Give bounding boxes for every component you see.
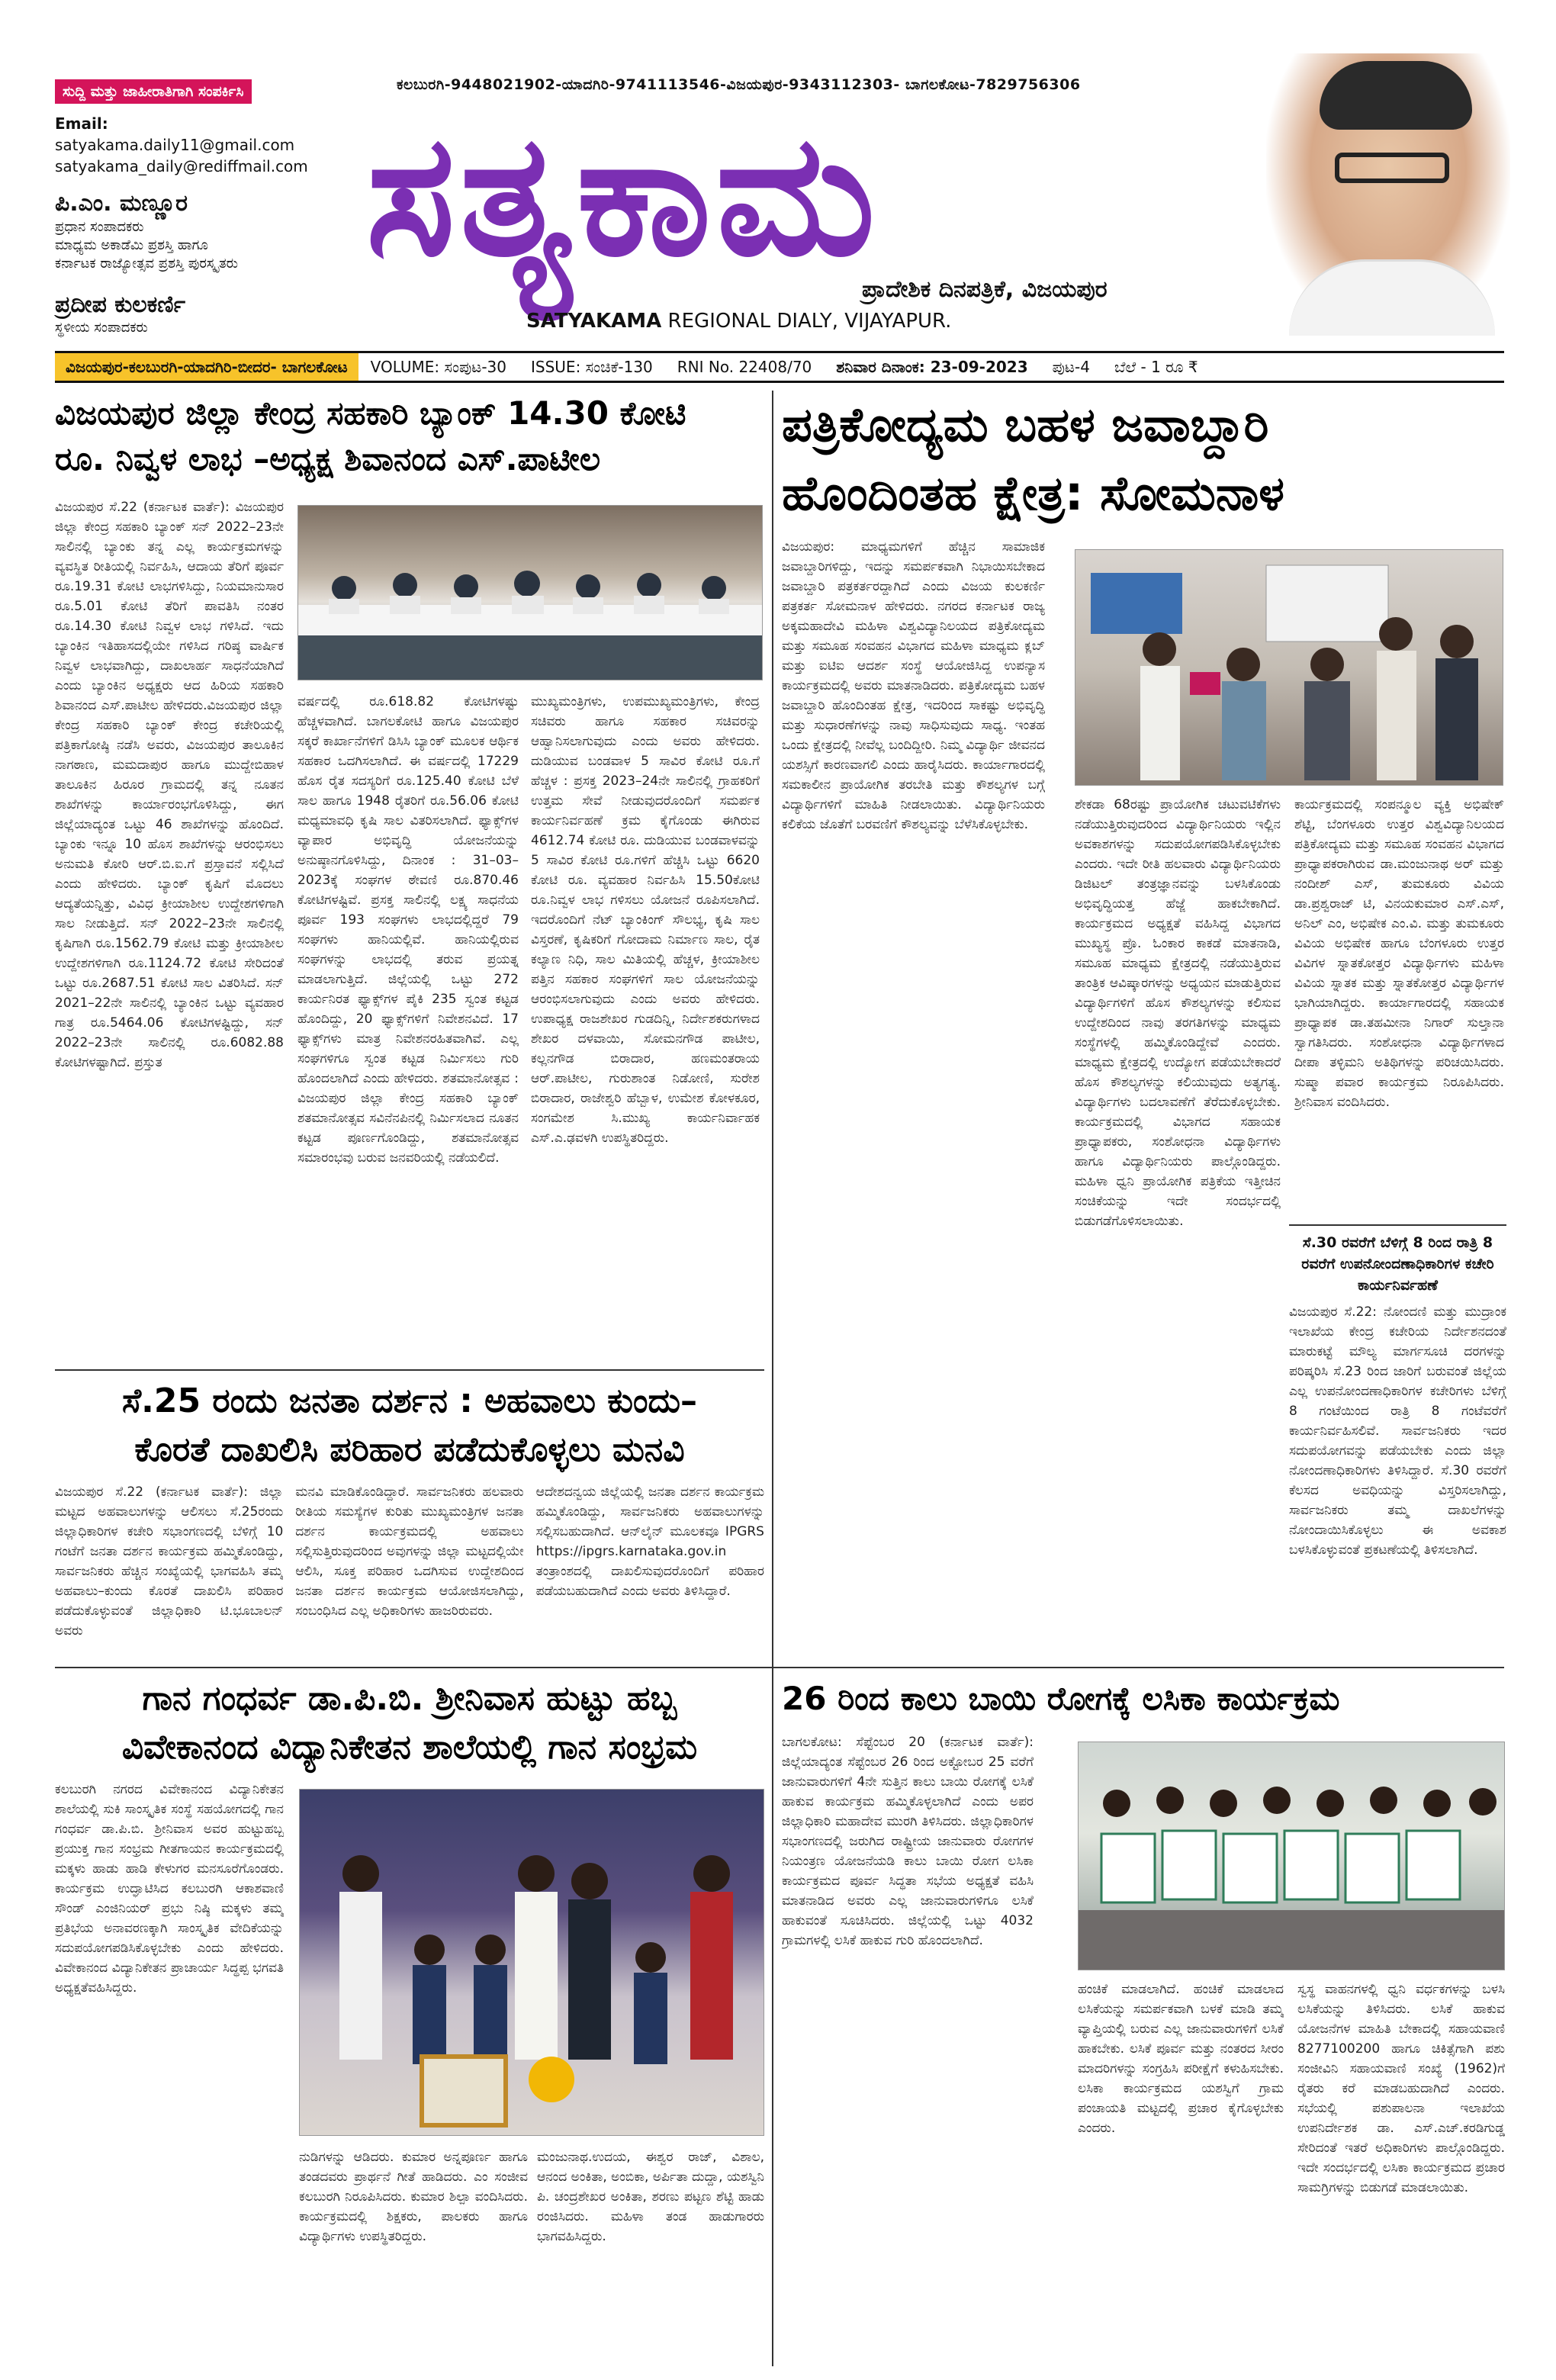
article-column: ನುಡಿಗಳನ್ನು ಆಡಿದರು. ಕುಮಾರ ಅನ್ನಪೂರ್ಣ ಹಾಗೂ ತಂಡದವರು ಪ್ರಾರ್ಥನೆ ಗೀತೆ ಹಾಡಿದರು. ಎಂ ಸಂಜೀವ ಕಲಬುರಗಿ ನಿರೂಪಿಸಿದರು. ಕುಮಾರ ಶಿಲ್ಪಾ ವಂದಿಸಿದರು. ಕಾರ್ಯಕ್ರಮದಲ್ಲಿ ಶಿಕ್ಷಕರು, ಪಾಲಕರು ಹಾಗೂ ವಿದ್ಯಾರ್ಥಿಗಳು ಉಪಸ್ಥಿತರಿದ್ದರು. <box>299 2150 528 2244</box>
chief-editor <box>55 189 345 273</box>
issue-info-bar <box>55 351 1504 383</box>
article-column: ವಿಜಯಪುರ ಸೆ.22 (ಕರ್ನಾಟಕ ವಾರ್ತೆ): ಜಿಲ್ಲಾ ಮಟ್ಟದ ಅಹವಾಲುಗಳನ್ನು ಆಲಿಸಲು ಸೆ.25ರಂದು ಜಿಲ್ಲಾಧಿಕಾರಿಗಳ ಕಚೇರಿ ಸಭಾಂಗಣದಲ್ಲಿ ಬೆಳಿಗ್ಗೆ 10 ಗಂಟೆಗೆ ಜನತಾ ದರ್ಶನ ಕಾರ್ಯಕ್ರಮ ಹಮ್ಮಿಕೊಂಡಿದ್ದು, ಸಾರ್ವಜನಿಕರು ಹೆಚ್ಚಿನ ಸಂಖ್ಯೆಯಲ್ಲಿ ಭಾಗವಹಿಸಿ ತಮ್ಮ ಅಹವಾಲು–ಕುಂದು ಕೊರತೆ ದಾಖಲಿಸಿ ಪರಿಹಾರ ಪಡೆದುಕೊಳ್ಳುವಂತೆ ಜಿಲ್ಲಾಧಿಕಾರಿ ಟಿ.ಭೂಬಾಲನ್ ಅವರು <box>55 1484 284 1639</box>
music-event-photo-art <box>300 1790 764 2136</box>
headline-line-2: ವಿವೇಕಾನಂದ ವಿದ್ಯಾನಿಕೇತನ ಶಾಲೆಯಲ್ಲಿ ಗಾನ ಸಂಭ್ರಮ <box>121 1728 698 1767</box>
article-column: ಶೇಕಡಾ 68ರಷ್ಟು ಪ್ರಾಯೋಗಿಕ ಚಟುವಟಿಕೆಗಳು ನಡೆಯುತ್ತಿರುವುದರಿಂದ ವಿದ್ಯಾರ್ಥಿನಿಯರು ಇಲ್ಲಿನ ಅವಕಾಶಗಳನ್ನು ಸದುಪಯೋಗಪಡಿಸಿಕೊಳ್ಳಬೇಕು ಎಂದರು. ಇದೇ ರೀತಿ ಹಲವಾರು ವಿದ್ಯಾರ್ಥಿನಿಯರು ಡಿಜಿಟಲ್ ತಂತ್ರಜ್ಞಾನವನ್ನು ಬಳಸಿಕೊಂಡು ಅಭಿವೃದ್ಧಿಯತ್ತ ಹೆಜ್ಜೆ ಹಾಕಬೇಕಾಗಿದೆ. ಕಾರ್ಯಕ್ರಮದ ಅಧ್ಯಕ್ಷತೆ ವಹಿಸಿದ್ದ ವಿಭಾಗದ ಮುಖ್ಯಸ್ಥ ಪ್ರೊ. ಓಂಕಾರ ಕಾಕಡೆ ಮಾತನಾಡಿ, ಸಮೂಹ ಮಾಧ್ಯಮ ಕ್ಷೇತ್ರದಲ್ಲಿ ನಡೆಯುತ್ತಿರುವ ತಾಂತ್ರಿಕ ಆವಿಷ್ಕಾರಗಳನ್ನು ಅಧ್ಯಯನ ಮಾಡುತ್ತಿರುವ ವಿದ್ಯಾರ್ಥಿಗಳಿಗೆ ಹೊಸ ಕೌಶಲ್ಯಗಳನ್ನು ಕಲಿಸುವ ಉದ್ದೇಶದಿಂದ ನಾವು ತರಗತಿಗಳನ್ನು ಮಾಧ್ಯಮ ಸಂಸ್ಥೆಗಳಲ್ಲಿ ಹಮ್ಮಿಕೊಂಡಿದ್ದೇವೆ ಎಂದರು. ಮಾಧ್ಯಮ ಕ್ಷೇತ್ರದಲ್ಲಿ ಉದ್ಯೋಗ ಪಡೆಯಬೇಕಾದರೆ ಹೊಸ ಕೌಶಲ್ಯಗಳನ್ನು ಕಲಿಯುವುದು ಅತ್ಯಗತ್ಯ. ವಿದ್ಯಾರ್ಥಿಗಳು ಬದಲಾವಣೆಗೆ ತೆರೆದುಕೊಳ್ಳಬೇಕು. ಕಾರ್ಯಕ್ರಮದಲ್ಲಿ ವಿಭಾಗದ ಸಹಾಯಕ ಪ್ರಾಧ್ಯಾಪಕರು, ಸಂಶೋಧನಾ ವಿದ್ಯಾರ್ಥಿಗಳು ಹಾಗೂ ವಿದ್ಯಾರ್ಥಿನಿಯರು ಪಾಲ್ಗೊಂಡಿದ್ದರು. ಮಹಿಳಾ ಧ್ವನಿ ಪ್ರಾಯೋಗಿಕ ಪತ್ರಿಕೆಯ ಇತ್ತೀಚಿನ ಸಂಚಿಕೆಯನ್ನು ಇದೇ ಸಂದರ್ಭದಲ್ಲಿ ಬಿಡುಗಡೆಗೊಳಿಸಲಾಯಿತು. <box>1075 797 1281 1229</box>
column-divider <box>772 391 773 2366</box>
article-music-festival <box>55 1674 764 2369</box>
box-top-rule <box>1289 1224 1506 1226</box>
email-block <box>55 113 308 177</box>
article-column: ವರ್ಷದಲ್ಲಿ ರೂ.618.82 ಕೋಟಿಗಳಷ್ಟು ಹೆಚ್ಚಳವಾಗಿದೆ. ಬಾಗಲಕೋಟಿ ಹಾಗೂ ವಿಜಯಪುರ ಸಕ್ಕರೆ ಕಾರ್ಖಾನೆಗಳಿಗೆ ಡಿಸಿಸಿ ಬ್ಯಾಂಕ್ ಮೂಲಕ ಆರ್ಥಿಕ ಸಹಕಾರ ಒದಗಿಸಲಾಗಿದೆ. ಈ ವರ್ಷದಲ್ಲಿ 17229 ಹೊಸ ರೈತ ಸದಸ್ಯರಿಗೆ ರೂ.125.40 ಕೋಟಿ ಬೆಳೆ ಸಾಲ ಹಾಗೂ 1948 ರೈತರಿಗೆ ರೂ.56.06 ಕೋಟಿ ಮಧ್ಯಮಾವಧಿ ಕೃಷಿ ಸಾಲ ವಿತರಿಸಲಾಗಿದೆ. ಫ್ಯಾಕ್ಸ್‌ಗಳ ವ್ಯಾಪಾರ ಅಭಿವೃದ್ಧಿ ಯೋಜನೆಯನ್ನು ಅನುಷ್ಠಾನಗೊಳಿಸಿದ್ದು, ದಿನಾಂಕ : 31–03–2023ಕ್ಕೆ ಸಂಘಗಳ ಠೇವಣಿ ರೂ.870.46 ಕೋಟಿಗಳಷ್ಟಿವೆ. ಪ್ರಸಕ್ತ ಸಾಲಿನಲ್ಲಿ ಲಕ್ಷ್ಯ ಸಾಧನೆಯ ಪೂರ್ವ 193 ಸಂಘಗಳು ಲಾಭದಲ್ಲಿದ್ದರೆ 79 ಸಂಘಗಳು ಹಾನಿಯಲ್ಲಿವೆ. ಹಾನಿಯಲ್ಲಿರುವ ಸಂಘಗಳನ್ನು ಲಾಭದಲ್ಲಿ ತರುವ ಪ್ರಯತ್ನ ಮಾಡಲಾಗುತ್ತಿದೆ. ಜಿಲ್ಲೆಯಲ್ಲಿ ಒಟ್ಟು 272 ಕಾರ್ಯನಿರತ ಫ್ಯಾಕ್ಸ್‌ಗಳ ಪೈಕಿ 235 ಸ್ವಂತ ಕಟ್ಟಡ ಹೊಂದಿದ್ದು, 20 ಫ್ಯಾಕ್ಸ್‌ಗಳಿಗೆ ನಿವೇಶನವಿದೆ. 17 ಫ್ಯಾಕ್ಸ್‌ಗಳು ಮಾತ್ರ ನಿವೇಶನರಹಿತವಾಗಿವೆ. ಎಲ್ಲ ಸಂಘಗಳಿಗೂ ಸ್ವಂತ ಕಟ್ಟಡ ನಿರ್ಮಿಸಲು ಗುರಿ ಹೊಂದಲಾಗಿದೆ ಎಂದು ಹೇಳಿದರು. ಶತಮಾನೋತ್ಸವ : ವಿಜಯಪುರ ಜಿಲ್ಲಾ ಕೇಂದ್ರ ಸಹಕಾರಿ ಬ್ಯಾಂಕ್ ಶತಮಾನೋತ್ಸವ ಸವಿನೆನಪಿನಲ್ಲಿ ನಿರ್ಮಿಸಲಾದ ನೂತನ ಕಟ್ಟಡ ಪೂರ್ಣಗೊಂಡಿದ್ದು, ಶತಮಾನೋತ್ಸವ ಸಮಾರಂಭವು ಬರುವ ಜನವರಿಯಲ್ಲಿ ನಡೆಯಲಿದೆ. <box>297 694 519 1166</box>
headline-line-1: ಪತ್ರಿಕೋದ್ಯಮ ಬಹಳ ಜವಾಬ್ದಾರಿ <box>782 397 1269 452</box>
meeting-photo <box>297 505 763 680</box>
article-column: ಕಾರ್ಯಕ್ರಮದಲ್ಲಿ ಸಂಪನ್ಮೂಲ ವ್ಯಕ್ತಿ ಅಭಿಷೇಕ್ ಶೆಟ್ಟಿ, ಬೆಂಗಳೂರು ಉತ್ತರ ವಿಶ್ವವಿದ್ಯಾನಿಲಯದ ಪತ್ರಿಕೋದ್ಯಮ ಮತ್ತು ಸಮೂಹ ಸಂವಹನ ವಿಭಾಗದ ಪ್ರಾಧ್ಯಾಪಕರಾಗಿರುವ ಡಾ.ಮಂಜುನಾಥ ಅರ್ ಮತ್ತು ನಂದೀಶ್ ಎಸ್, ತುಮಕೂರು ವಿವಿಯ ಡಾ.ಪ್ರಶ್ವರಾಜ್ ಟಿ, ವಿನಯಕುಮಾರ ಎಸ್.ಎಸ್, ಅನಿಲ್ ಎಂ, ಅಭಿಷೇಕ ಎಂ.ವಿ. ಮತ್ತು ತುಮಕೂರು ವಿವಿಯ ಅಭಿಷೇಕ ಹಾಗೂ ಬೆಂಗಳೂರು ಉತ್ತರ ವಿವಿಗಳ ಸ್ನಾತಕೋತ್ತರ ವಿದ್ಯಾರ್ಥಿಗಳು ಮಹಿಳಾ ವಿವಿಯ ಸ್ನಾತಕ ಮತ್ತು ಸ್ನಾತಕೋತ್ತರ ವಿದ್ಯಾರ್ಥಿಗಳ ಭಾಗಿಯಾಗಿದ್ದರು. ಕಾರ್ಯಾಗಾರದಲ್ಲಿ ಸಹಾಯಕ ಪ್ರಾಧ್ಯಾಪಕ ಡಾ.ತಹಮೀನಾ ನಿಗಾರ್ ಸುಲ್ತಾನಾ ಸ್ವಾಗತಿಸಿದರು. ಸಂಶೋಧನಾ ವಿದ್ಯಾರ್ಥಿಗಳಾದ ದೀಪಾ ತಳ್ಳಿಮನಿ ಅತಿಥಿಗಳನ್ನು ಪರಿಚಯಿಸಿದರು. ಸುಷ್ಮಾ ಪವಾರ ಕಾರ್ಯಕ್ರಮ ನಿರೂಪಿಸಿದರು. ಶ್ರೀನಿವಾಸ ವಂದಿಸಿದರು. <box>1294 797 1504 1110</box>
vaccination-launch-photo <box>1078 1742 1505 1970</box>
local-editor-name: ಪ್ರದೀಪ ಕುಲಕರ್ಣಿ <box>55 291 186 318</box>
rni-number: RNI No. 22408/70 <box>677 358 812 376</box>
headline-line-2: ಕೊರತೆ ದಾಖಲಿಸಿ ಪರಿಹಾರ ಪಡೆದುಕೊಳ್ಳಲು ಮನವಿ <box>134 1430 685 1469</box>
article-column: ಹಂಚಿಕೆ ಮಾಡಲಾಗಿದೆ. ಹಂಚಿಕೆ ಮಾಡಲಾದ ಲಸಿಕೆಯನ್ನು ಸಮರ್ಪಕವಾಗಿ ಬಳಕೆ ಮಾಡಿ ತಮ್ಮ ವ್ಯಾಪ್ತಿಯಲ್ಲಿ ಬರುವ ಎಲ್ಲ ಜಾನುವಾರುಗಳಿಗೆ ಲಸಿಕೆ ಹಾಕಬೇಕು. ಲಸಿಕೆ ಪೂರ್ವ ಮತ್ತು ನಂತರದ ಸೀರಂ ಮಾದರಿಗಳನ್ನು ಸಂಗ್ರಹಿಸಿ ಪರೀಕ್ಷೆಗೆ ಕಳುಹಿಸಬೇಕು. ಲಸಿಕಾ ಕಾರ್ಯಕ್ರಮದ ಯಶಸ್ವಿಗೆ ಗ್ರಾಮ ಪಂಚಾಯತಿ ಮಟ್ಟದಲ್ಲಿ ಪ್ರಚಾರ ಕೈಗೊಳ್ಳಬೇಕು ಎಂದರು. <box>1078 1982 1284 2136</box>
headline-line-1: ಸೆ.25 ರಂದು ಜನತಾ ದರ್ಶನ : ಅಹವಾಲು ಕುಂದು– <box>122 1381 697 1420</box>
article-janata-darshan <box>55 1377 764 1659</box>
editor-portrait <box>1266 53 1510 336</box>
email-2[interactable]: satyakama_daily@rediffmail.com <box>55 157 308 175</box>
tagline-english <box>526 310 951 333</box>
article-column: ವಿಜಯಪುರ ಸೆ.22 (ಕರ್ನಾಟಕ ವಾರ್ತೆ): ವಿಜಯಪುರ ಜಿಲ್ಲಾ ಕೇಂದ್ರ ಸಹಕಾರಿ ಬ್ಯಾಂಕ್ ಸನ್ 2022–23ನೇ ಸಾಲಿನಲ್ಲಿ ಬ್ಯಾಂಕು ತನ್ನ ಎಲ್ಲ ಕಾರ್ಯಕ್ರಮಗಳನ್ನು ವ್ಯವಸ್ಥಿತ ರೀತಿಯಲ್ಲಿ ನಿರ್ವಹಿಸಿ, ಆದಾಯ ತೆರಿಗೆ ಪೂರ್ವ ರೂ.19.31 ಕೋಟಿ ಲಾಭಗಳಿಸಿದ್ದು, ನಿಯಮಾನುಸಾರ ರೂ.5.01 ಕೋಟಿ ತೆರಿಗೆ ಪಾವತಿಸಿ ನಂತರ ರೂ.14.30 ಕೋಟಿ ನಿವ್ವಳ ಲಾಭ ಗಳಿಸಿದೆ. ಇದು ಬ್ಯಾಂಕಿನ ಇತಿಹಾಸದಲ್ಲಿಯೇ ಗಳಿಸಿದ ಗರಿಷ್ಠ ವಾರ್ಷಿಕ ನಿವ್ವಳ ಲಾಭವಾಗಿದ್ದು, ದಾಖಲಾರ್ಹ ಸಾಧನೆಯಾಗಿದೆ ಎಂದು ಬ್ಯಾಂಕಿನ ಅಧ್ಯಕ್ಷರು ಆದ ಹಿರಿಯ ಸಹಕಾರಿ ಶಿವಾನಂದ ಎಸ್.ಪಾಟೀಲ ಹೇಳಿದರು.ವಿಜಯಪುರ ಜಿಲ್ಲಾ ಕೇಂದ್ರ ಸಹಕಾರಿ ಬ್ಯಾಂಕ್ ಕೇಂದ್ರ ಕಚೇರಿಯಲ್ಲಿ ಪತ್ರಿಕಾಗೋಷ್ಠಿ ನಡೆಸಿ ಅವರು, ವಿಜಯಪುರ ತಾಲೂಕಿನ ನಾಗಠಾಣ, ಮಮದಾಪುರ ಹಾಗೂ ಮುದ್ದೇಬಿಹಾಳ ತಾಲೂಕಿನ ಹಿರೂರ ಗ್ರಾಮದಲ್ಲಿ ತನ್ನ ನೂತನ ಶಾಖೆಗಳನ್ನು ಕಾರ್ಯಾರಂಭಗೊಳಿಸಿದ್ದು, ಈಗ ಜಿಲ್ಲೆಯಾದ್ಯಂತ ಒಟ್ಟು 46 ಶಾಖೆಗಳನ್ನು ಹೊಂದಿದೆ. ಬ್ಯಾಂಕು ಇನ್ನೂ 10 ಹೊಸ ಶಾಖೆಗಳನ್ನು ಆರಂಭಿಸಲು ಅನುಮತಿ ಕೋರಿ ಆರ್.ಬಿ.ಐ.ಗೆ ಪ್ರಸ್ತಾವನೆ ಸಲ್ಲಿಸಿದೆ ಎಂದು ಹೇಳಿದರು. ಬ್ಯಾಂಕ್ ಕೃಷಿಗೆ ಮೊದಲು ಆದ್ಯತೆಯನ್ನಿತ್ತು, ವಿವಿಧ ಕ್ರೀಯಾಶೀಲ ಉದ್ದೇಶಗಳಿಗಾಗಿ ಸಾಲ ನೀಡುತ್ತಿದೆ. ಸನ್ 2022–23ನೇ ಸಾಲಿನಲ್ಲಿ ಕೃಷಿಗಾಗಿ ರೂ.1562.79 ಕೋಟಿ ಮತ್ತು ಕ್ರೀಯಾಶೀಲ ಉದ್ದೇಶಗಳಿಗಾಗಿ ರೂ.1124.72 ಕೋಟಿ ಸೇರಿದಂತೆ ಒಟ್ಟು ರೂ.2687.51 ಕೋಟಿ ಸಾಲ ವಿತರಿಸಿದೆ. ಸನ್ 2021–22ನೇ ಸಾಲಿನಲ್ಲಿ ಬ್ಯಾಂಕಿನ ಒಟ್ಟು ವ್ಯವಹಾರ ಗಾತ್ರ ರೂ.5464.06 ಕೋಟಿಗಳಷ್ಟಿದ್ದು, ಸನ್ 2022–23ನೇ ಸಾಲಿನಲ್ಲಿ ರೂ.6082.88 ಕೋಟಿಗಳಷ್ಟಾಗಿದೆ. ಪ್ರಸ್ತುತ <box>55 500 284 1070</box>
issue-date: ಶನಿವಾರ ದಿನಾಂಕ: 23-09-2023 <box>836 358 1028 376</box>
music-event-photo <box>299 1789 764 2136</box>
chief-editor-role-3: ಕರ್ನಾಟಕ ರಾಜ್ಯೋತ್ಸವ ಪ್ರಶಸ್ತಿ ಪುರಸ್ಕೃತರು <box>55 256 238 272</box>
section-divider <box>55 1667 1504 1668</box>
portrait-shirt <box>1289 259 1495 336</box>
section-divider <box>55 1369 764 1371</box>
headline-line-1: ವಿಜಯಪುರ ಜಿಲ್ಲಾ ಕೇಂದ್ರ ಸಹಕಾರಿ ಬ್ಯಾಂಕ್ 14.30 ಕೋಟಿ <box>55 394 686 432</box>
meeting-photo-art <box>298 506 763 680</box>
article-column: ವಿಜಯಪುರ: ಮಾಧ್ಯಮಗಳಿಗೆ ಹೆಚ್ಚಿನ ಸಾಮಾಜಿಕ ಜವಾಬ್ದಾರಿಗಳಿದ್ದು, ಇದನ್ನು ಸಮರ್ಪಕವಾಗಿ ನಿಭಾಯಿಸಬೇಕಾದ ಜವಾಬ್ದಾರಿ ಪತ್ರಕರ್ತರದ್ದಾಗಿದೆ ಎಂದು ವಿಜಯ ಕುಲಕರ್ಣಿ ಪತ್ರಕರ್ತ ಸೋಮನಾಳ ಹೇಳಿದರು. ನಗರದ ಕರ್ನಾಟಕ ರಾಜ್ಯ ಅಕ್ಕಮಹಾದೇವಿ ಮಹಿಳಾ ವಿಶ್ವವಿದ್ಯಾನಿಲಯದ ಪತ್ರಿಕೋದ್ಯಮ ಮತ್ತು ಸಮೂಹ ಸಂವಹನ ವಿಭಾಗದ ಮಹಿಳಾ ಮಾಧ್ಯಮ ಕ್ಲಬ್ ಮತ್ತು ಐಟಿಐ ಆದರ್ಶ ಸಂಸ್ಥೆ ಆಯೋಜಿಸಿದ್ದ ಉಪನ್ಯಾಸ ಕಾರ್ಯಕ್ರಮದಲ್ಲಿ ಅವರು ಮಾತನಾಡಿದರು. ಪತ್ರಿಕೋದ್ಯಮ ಬಹಳ ಜವಾಬ್ದಾರಿ ಹೊಂದಿಂತಹ ಕ್ಷೇತ್ರ, ಇದರಿಂದ ಸಾಕಷ್ಟು ಅಭಿವೃದ್ಧಿ ಮತ್ತು ಸುಧಾರಣೆಗಳನ್ನು ನಾವು ಸಾಧಿಸುವುದು ಸಾಧ್ಯ. ಇಂತಹ ಒಂದು ಕ್ಷೇತ್ರದಲ್ಲಿ ನೀವೆಲ್ಲ ಬಂದಿದ್ದೀರಿ. ನಿಮ್ಮ ವಿದ್ಯಾರ್ಥಿ ಜೀವನದ ಯಶಸ್ಸಿಗೆ ಕಾರಣವಾಗಲಿ ಎಂದು ಹಾರೈಸಿದರು. ಕಾರ್ಯಾಗಾರದಲ್ಲಿ ಸಮಕಾಲೀನ ಪ್ರಾಯೋಗಿಕ ತರಬೇತಿ ಮತ್ತು ಕೌಶಲ್ಯಗಳ ಬಗ್ಗೆ ವಿದ್ಯಾರ್ಥಿಗಳಿಗೆ ಮಾಹಿತಿ ನೀಡಲಾಯಿತು. ವಿದ್ಯಾರ್ಥಿನಿಯರು ಕಲಿಕೆಯ ಜೊತೆಗೆ ಬರವಣಿಗೆ ಕೌಶಲ್ಯವನ್ನು ಬೆಳೆಸಿಕೊಳ್ಳಬೇಕು. <box>782 539 1045 832</box>
tagline-rest: REGIONAL DIALY, VIJAYAPUR. <box>661 310 952 333</box>
newspaper-logo: ಸತ್ಯಕಾಮ <box>366 95 880 293</box>
headline-line-2: ರೂ. ನಿವ್ವಳ ಲಾಭ –ಅಧ್ಯಕ್ಷ ಶಿವಾನಂದ ಎಸ್.ಪಾಟೀಲ <box>55 440 601 478</box>
volume: VOLUME: ಸಂಪುಟ-30 <box>370 358 506 376</box>
article-vaccination <box>782 1674 1506 2369</box>
article-column: ಮನವಿ ಮಾಡಿಕೊಂಡಿದ್ದಾರೆ. ಸಾರ್ವಜನಿಕರು ಹಲವಾರು ರೀತಿಯ ಸಮಸ್ಯೆಗಳ ಕುರಿತು ಮುಖ್ಯಮಂತ್ರಿಗಳ ಜನತಾ ದರ್ಶನ ಕಾರ್ಯಕ್ರಮದಲ್ಲಿ ಅಹವಾಲು ಸಲ್ಲಿಸುತ್ತಿರುವುದರಿಂದ ಅವುಗಳನ್ನು ಜಿಲ್ಲಾ ಮಟ್ಟದಲ್ಲಿಯೇ ಆಲಿಸಿ, ಸೂಕ್ತ ಪರಿಹಾರ ಒದಗಿಸುವ ಉದ್ದೇಶದಿಂದ ಜನತಾ ದರ್ಶನ ಕಾರ್ಯಕ್ರಮ ಆಯೋಜಿಸಲಾಗಿದ್ದು, ಸಂಬಂಧಿಸಿದ ಎಲ್ಲ ಅಧಿಕಾರಿಗಳು ಹಾಜರಿರುವರು. <box>295 1484 524 1619</box>
article-column: ಕಲಬುರಗಿ ನಗರದ ವಿವೇಕಾನಂದ ವಿದ್ಯಾನಿಕೇತನ ಶಾಲೆಯಲ್ಲಿ ಸುಕಿ ಸಾಂಸ್ಕೃತಿಕ ಸಂಸ್ಥೆ ಸಹಯೋಗದಲ್ಲಿ ಗಾನ ಗಂಧರ್ವ ಡಾ.ಪಿ.ಬಿ. ಶ್ರೀನಿವಾಸ ಅವರ ಹುಟ್ಟುಹಬ್ಬ ಪ್ರಯುಕ್ತ ಗಾನ ಸಂಭ್ರಮ ಗೀತಗಾಯನ ಕಾರ್ಯಕ್ರಮದಲ್ಲಿ ಮಕ್ಕಳು ಹಾಡು ಹಾಡಿ ಕೇಳುಗರ ಮನಸೂರೆಗೊಂಡರು. ಕಾರ್ಯಕ್ರಮ ಉದ್ಘಾಟಿಸಿದ ಕಲಬುರಗಿ ಆಕಾಶವಾಣಿ ಸೌಂಡ್ ಎಂಜಿನಿಯರ್ ಪ್ರಭು ನಿಷ್ಠಿ ಮಕ್ಕಳು ತಮ್ಮ ಪ್ರತಿಭೆಯ ಅನಾವರಣಕ್ಕಾಗಿ ಸಾಂಸ್ಕೃತಿಕ ವೇದಿಕೆಯನ್ನು ಸದುಪಯೋಗಪಡಿಸಿಕೊಳ್ಳಬೇಕು ಎಂದು ಹೇಳಿದರು. ವಿವೇಕಾನಂದ ವಿದ್ಯಾನಿಕೇತನ ಪ್ರಾಚಾರ್ಯ ಸಿದ್ಧಪ್ಪ ಭಗವತಿ ಅಧ್ಯಕ್ಷತೆವಹಿಸಿದ್ದರು. <box>55 1782 284 1996</box>
chief-editor-name: ಪಿ.ಎಂ. ಮಣ್ಣೂರ <box>55 190 188 217</box>
registration-subhead: ಸೆ.30 ರವರೆಗೆ ಬೆಳಿಗ್ಗೆ 8 ರಿಂದ ರಾತ್ರಿ 8 ರವರೆಗೆ ಉಪನೋಂದಣಾಧಿಕಾರಿಗಳ ಕಚೇರಿ ಕಾರ್ಯನಿರ್ವಹಣೆ <box>1301 1234 1494 1294</box>
article-bank-profit <box>55 391 764 1363</box>
page-count: ಪುಟ-4 <box>1052 358 1090 376</box>
headline-line-1: 26 ರಿಂದ ಕಾಲು ಬಾಯಿ ರೋಗಕ್ಕೆ ಲಸಿಕಾ ಕಾರ್ಯಕ್ರಮ <box>782 1680 1340 1717</box>
region-label: ವಿಜಯಪುರ-ಕಲಬುರಗಿ-ಯಾದಗಿರಿ-ಬೀದರ- ಬಾಗಲಕೋಟ <box>55 353 358 381</box>
vaccination-photo-art <box>1079 1742 1505 1970</box>
headline-line-2: ಹೊಂದಿಂತಹ ಕ್ಷೇತ್ರ: ಸೋಮನಾಳ <box>782 465 1284 521</box>
local-editor-role: ಸ್ಥಳೀಯ ಸಂಪಾದಕರು <box>55 320 148 336</box>
article-column: ಮಂಜುನಾಥ.ಉದಯ, ಈಶ್ವರ ರಾಜ್, ವಿಶಾಲ, ಆನಂದ ಅಂಕಿತಾ, ಅಂಬಿಕಾ, ಅರ್ಪಿತಾ ದುದ್ದಾ, ಯಶಸ್ವಿನಿ ಪಿ. ಚಂದ್ರಶೇಖರ ಅಂಕಿತಾ, ಶರಣು ಪಟ್ಟಣ ಶೆಟ್ಟಿ ಹಾಡು ರಂಜಿಸಿದರು. ಮಹಿಳಾ ತಂಡ ಹಾಡುಗಾರರು ಭಾಗವಹಿಸಿದ್ದರು. <box>537 2150 764 2244</box>
local-editor <box>55 291 185 337</box>
headline-line-1: ಗಾನ ಗಂಧರ್ವ ಡಾ.ಪಿ.ಬಿ. ಶ್ರೀನಿವಾಸ ಹುಟ್ಟು ಹಬ್ಬ <box>142 1679 677 1718</box>
article-column: ಮುಖ್ಯಮಂತ್ರಿಗಳು, ಉಪಮುಖ್ಯಮಂತ್ರಿಗಳು, ಕೇಂದ್ರ ಸಚಿವರು ಹಾಗೂ ಸಹಕಾರ ಸಚಿವರನ್ನು ಆಹ್ವಾನಿಸಲಾಗುವುದು ಎಂದು ಅವರು ಹೇಳಿದರು. ದುಡಿಯುವ ಬಂಡವಾಳ 5 ಸಾವಿರ ಕೋಟಿ ರೂ.ಗೆ ಹೆಚ್ಚಳ : ಪ್ರಸಕ್ತ 2023–24ನೇ ಸಾಲಿನಲ್ಲಿ ಗ್ರಾಹಕರಿಗೆ ಉತ್ತಮ ಸೇವೆ ನೀಡುವುದರೊಂದಿಗೆ ಸಮರ್ಪಕ ಕಾರ್ಯನಿರ್ವಹಣೆ ಕ್ರಮ ಕೈಗೊಂಡು ಈಗಿರುವ 4612.74 ಕೋಟಿ ರೂ. ದುಡಿಯುವ ಬಂಡವಾಳವನ್ನು 5 ಸಾವಿರ ಕೋಟಿ ರೂ.ಗಳಿಗೆ ಹೆಚ್ಚಿಸಿ ಒಟ್ಟು 6620 ಕೋಟಿ ರೂ. ವ್ಯವಹಾರ ನಿರ್ವಹಿಸಿ 15.50ಕೋಟಿ ರೂ.ನಿವ್ವಳ ಲಾಭ ಗಳಿಸಲು ಯೋಜನೆ ರೂಪಿಸಲಾಗಿದೆ. ಇದರೊಂದಿಗೆ ನೆಟ್ ಬ್ಯಾಂಕಿಂಗ್ ಸೌಲಭ್ಯ, ಕೃಷಿ ಸಾಲ ವಿಸ್ತರಣೆ, ಕೃಷಿಕರಿಗೆ ಗೋದಾಮ ನಿರ್ಮಾಣ ಸಾಲ, ರೈತ ಕಲ್ಯಾಣ ನಿಧಿ, ಸಾಲ ಮಿತಿಯಲ್ಲಿ ಹೆಚ್ಚಳ, ಕ್ರೀಯಾಶೀಲ ಪತ್ತಿನ ಸಹಕಾರ ಸಂಘಗಳಿಗೆ ಸಾಲ ಯೋಜನೆಯನ್ನು ಆರಂಭಿಸಲಾಗುವುದು ಎಂದು ಅವರು ಹೇಳಿದರು. ಉಪಾಧ್ಯಕ್ಷ ರಾಜಶೇಖರ ಗುಡದಿನ್ನಿ, ನಿರ್ದೇಶಕರುಗಳಾದ ಶೇಖರ ದಳವಾಯಿ, ಸೋಮನಗೌಡ ಪಾಟೀಲ, ಕಲ್ಲನಗೌಡ ಬಿರಾದಾರ, ಹಣಮಂತರಾಯ ಆರ್.ಪಾಟೀಲ, ಗುರುಶಾಂತ ನಿಡೋಣಿ, ಸುರೇಶ ಬಿರಾದಾರ, ರಾಜೇಶ್ವರಿ ಹೆಬ್ಬಾಳ, ಉಮೇಶ ಕೋಳಕೂರ, ಸಂಗಮೇಶ ಸಿ.ಮುಖ್ಯ ಕಾರ್ಯನಿರ್ವಾಹಕ ಎಸ್.ಎ.ಢವಳಗಿ ಉಪಸ್ಥಿತರಿದ್ದರು. <box>531 694 760 1146</box>
portrait-glasses <box>1335 153 1449 183</box>
award-photo-art <box>1075 550 1503 786</box>
email-label: Email: <box>55 114 108 133</box>
article-column: ಸ್ವಸ್ಥ ವಾಹನಗಳಲ್ಲಿ ಧ್ವನಿ ವರ್ಧಕಗಳನ್ನು ಬಳಸಿ ಲಸಿಕೆಯನ್ನು ತಿಳಿಸಿದರು. ಲಸಿಕೆ ಹಾಕುವ ಯೋಜನೆಗಳ ಮಾಹಿತಿ ಬೇಕಾದಲ್ಲಿ ಸಹಾಯವಾಣಿ 8277100200 ಹಾಗೂ ಚಿಕಿತ್ಸೆಗಾಗಿ ಪಶು ಸಂಜೀವಿನಿ ಸಹಾಯವಾಣಿ ಸಂಖ್ಯೆ (1962)ಗೆ ರೈತರು ಕರೆ ಮಾಡಬಹುದಾಗಿದೆ ಎಂದರು. ಸಭೆಯಲ್ಲಿ ಪಶುಪಾಲನಾ ಇಲಾಖೆಯ ಉಪನಿರ್ದೇಶಕ ಡಾ. ಎಸ್.ಎಚ್.ಕರಡಿಗುಡ್ಡ ಸೇರಿದಂತೆ ಇತರೆ ಅಧಿಕಾರಿಗಳು ಪಾಲ್ಗೊಂಡಿದ್ದರು. ಇದೇ ಸಂದರ್ಭದಲ್ಲಿ ಲಸಿಕಾ ಕಾರ್ಯಕ್ರಮದ ಪ್ರಚಾರ ಸಾಮಗ್ರಿಗಳನ್ನು ಬಿಡುಗಡೆ ಮಾಡಲಾಯಿತು. <box>1297 1982 1505 2195</box>
issue: ISSUE: ಸಂಚಿಕೆ-130 <box>531 358 653 376</box>
masthead <box>46 76 1510 343</box>
tagline-kannada: ಪ್ರಾದೇಶಿಕ ದಿನಪತ್ರಿಕೆ, ವಿಜಯಪುರ <box>862 276 1108 303</box>
chief-editor-role-2: ಮಾಧ್ಯಮ ಅಕಾಡೆಮಿ ಪ್ರಶಸ್ತಿ ಹಾಗೂ <box>55 237 208 253</box>
contact-tag: ಸುದ್ದಿ ಮತ್ತು ಜಾಹೀರಾತಿಗಾಗಿ ಸಂಪರ್ಕಿಸಿ <box>55 79 252 104</box>
article-registration <box>1289 1224 1506 1667</box>
article-column: ವಿಜಯಪುರ ಸೆ.22: ನೋಂದಣಿ ಮತ್ತು ಮುದ್ರಾಂಕ ಇಲಾಖೆಯ ಕೇಂದ್ರ ಕಚೇರಿಯ ನಿರ್ದೇಶನದಂತೆ ಮಾರುಕಟ್ಟೆ ಮೌಲ್ಯ ಮಾರ್ಗಸೂಚಿ ದರಗಳನ್ನು ಪರಿಷ್ಕರಿಸಿ ಸೆ.23 ರಿಂದ ಜಾರಿಗೆ ಬರುವಂತೆ ಜಿಲ್ಲೆಯ ಎಲ್ಲ ಉಪನೋಂದಣಾಧಿಕಾರಿಗಳ ಕಚೇರಿಗಳು ಬೆಳಿಗ್ಗೆ 8 ಗಂಟೆಯಿಂದ ರಾತ್ರಿ 8 ಗಂಟೆವರೆಗೆ ಕಾರ್ಯನಿರ್ವಹಿಸಲಿವೆ. ಸಾರ್ವಜನಿಕರು ಇದರ ಸದುಪಯೋಗವನ್ನು ಪಡೆಯಬೇಕು ಎಂದು ಜಿಲ್ಲಾ ನೋಂದಣಾಧಿಕಾರಿಗಳು ತಿಳಿಸಿದ್ದಾರೆ. ಸೆ.30 ರವರೆಗೆ ಕೆಲಸದ ಅವಧಿಯನ್ನು ವಿಸ್ತರಿಸಲಾಗಿದ್ದು, ಸಾರ್ವಜನಿಕರು ತಮ್ಮ ದಾಖಲೆಗಳನ್ನು ನೋಂದಾಯಿಸಿಕೊಳ್ಳಲು ಈ ಅವಕಾಶ ಬಳಸಿಕೊಳ್ಳುವಂತೆ ಪ್ರಕಟಣೆಯಲ್ಲಿ ತಿಳಿಸಲಾಗಿದೆ. <box>1289 1304 1506 1558</box>
email-1[interactable]: satyakama.daily11@gmail.com <box>55 136 295 154</box>
portrait-hair <box>1320 61 1472 130</box>
tagline-brand: SATYAKAMA <box>526 310 662 333</box>
award-photo <box>1075 549 1503 786</box>
chief-editor-role-1: ಪ್ರಧಾನ ಸಂಪಾದಕರು <box>55 219 144 235</box>
article-column: ಬಾಗಲಕೋಟ: ಸೆಪ್ಟೆಂಬರ 20 (ಕರ್ನಾಟಕ ವಾರ್ತೆ): ಜಿಲ್ಲೆಯಾದ್ಯಂತ ಸೆಪ್ಟೆಂಬರ 26 ರಿಂದ ಅಕ್ಟೋಬರ 25 ವರೆಗೆ ಜಾನುವಾರುಗಳಿಗೆ 4ನೇ ಸುತ್ತಿನ ಕಾಲು ಬಾಯಿ ರೋಗಕ್ಕೆ ಲಸಿಕೆ ಹಾಕುವ ಕಾರ್ಯಕ್ರಮ ಹಮ್ಮಿಕೊಳ್ಳಲಾಗಿದೆ ಎಂದು ಅಪರ ಜಿಲ್ಲಾಧಿಕಾರಿ ಮಹಾದೇವ ಮುರಗಿ ತಿಳಿಸಿದರು. ಜಿಲ್ಲಾಧಿಕಾರಿಗಳ ಸಭಾಂಗಣದಲ್ಲಿ ಜರುಗಿದ ರಾಷ್ಟ್ರೀಯ ಜಾನುವಾರು ರೋಗಗಳ ನಿಯಂತ್ರಣ ಯೋಜನೆಯಡಿ ಕಾಲು ಬಾಯಿ ರೋಗ ಲಸಿಕಾ ಕಾರ್ಯಕ್ರಮದ ಪೂರ್ವ ಸಿದ್ಧತಾ ಸಭೆಯ ಅಧ್ಯಕ್ಷತೆ ವಹಿಸಿ ಮಾತನಾಡಿದ ಅವರು ಎಲ್ಲ ಜಾನುವಾರುಗಳಿಗೂ ಲಸಿಕೆ ಹಾಕುವಂತೆ ಸೂಚಿಸಿದರು. ಜಿಲ್ಲೆಯಲ್ಲಿ ಒಟ್ಟು 4032 ಗ್ರಾಮಗಳಲ್ಲಿ ಲಸಿಕೆ ಹಾಕುವ ಗುರಿ ಹೊಂದಲಾಗಿದೆ. <box>782 1735 1034 1948</box>
article-column: ಆದೇಶದನ್ವಯ ಜಿಲ್ಲೆಯಲ್ಲಿ ಜನತಾ ದರ್ಶನ ಕಾರ್ಯಕ್ರಮ ಹಮ್ಮಿಕೊಂಡಿದ್ದು, ಸಾರ್ವಜನಿಕರು ಅಹವಾಲುಗಳನ್ನು ಸಲ್ಲಿಸಬಹುದಾಗಿದೆ. ಆನ್‌ಲೈನ್ ಮೂಲಕವೂ IPGRS https://ipgrs.karnataka.gov.in ತಂತ್ರಾಂಶದಲ್ಲಿ ದಾಖಲಿಸುವುದರೊಂದಿಗೆ ಪರಿಹಾರ ಪಡೆಯಬಹುದಾಗಿದೆ ಎಂದು ಅವರು ತಿಳಿಸಿದ್ದಾರೆ. <box>535 1484 764 1599</box>
article-columns <box>55 1482 764 1654</box>
price: ಬೆಲೆ - 1 ರೂ ₹ <box>1114 358 1198 376</box>
phone-numbers: ಕಲಬುರಗಿ-9448021902-ಯಾದಗಿರಿ-9741113546-ವಿಜಯಪುರ-9343112303- ಬಾಗಲಕೋಟ-7829756306 <box>397 76 1081 93</box>
